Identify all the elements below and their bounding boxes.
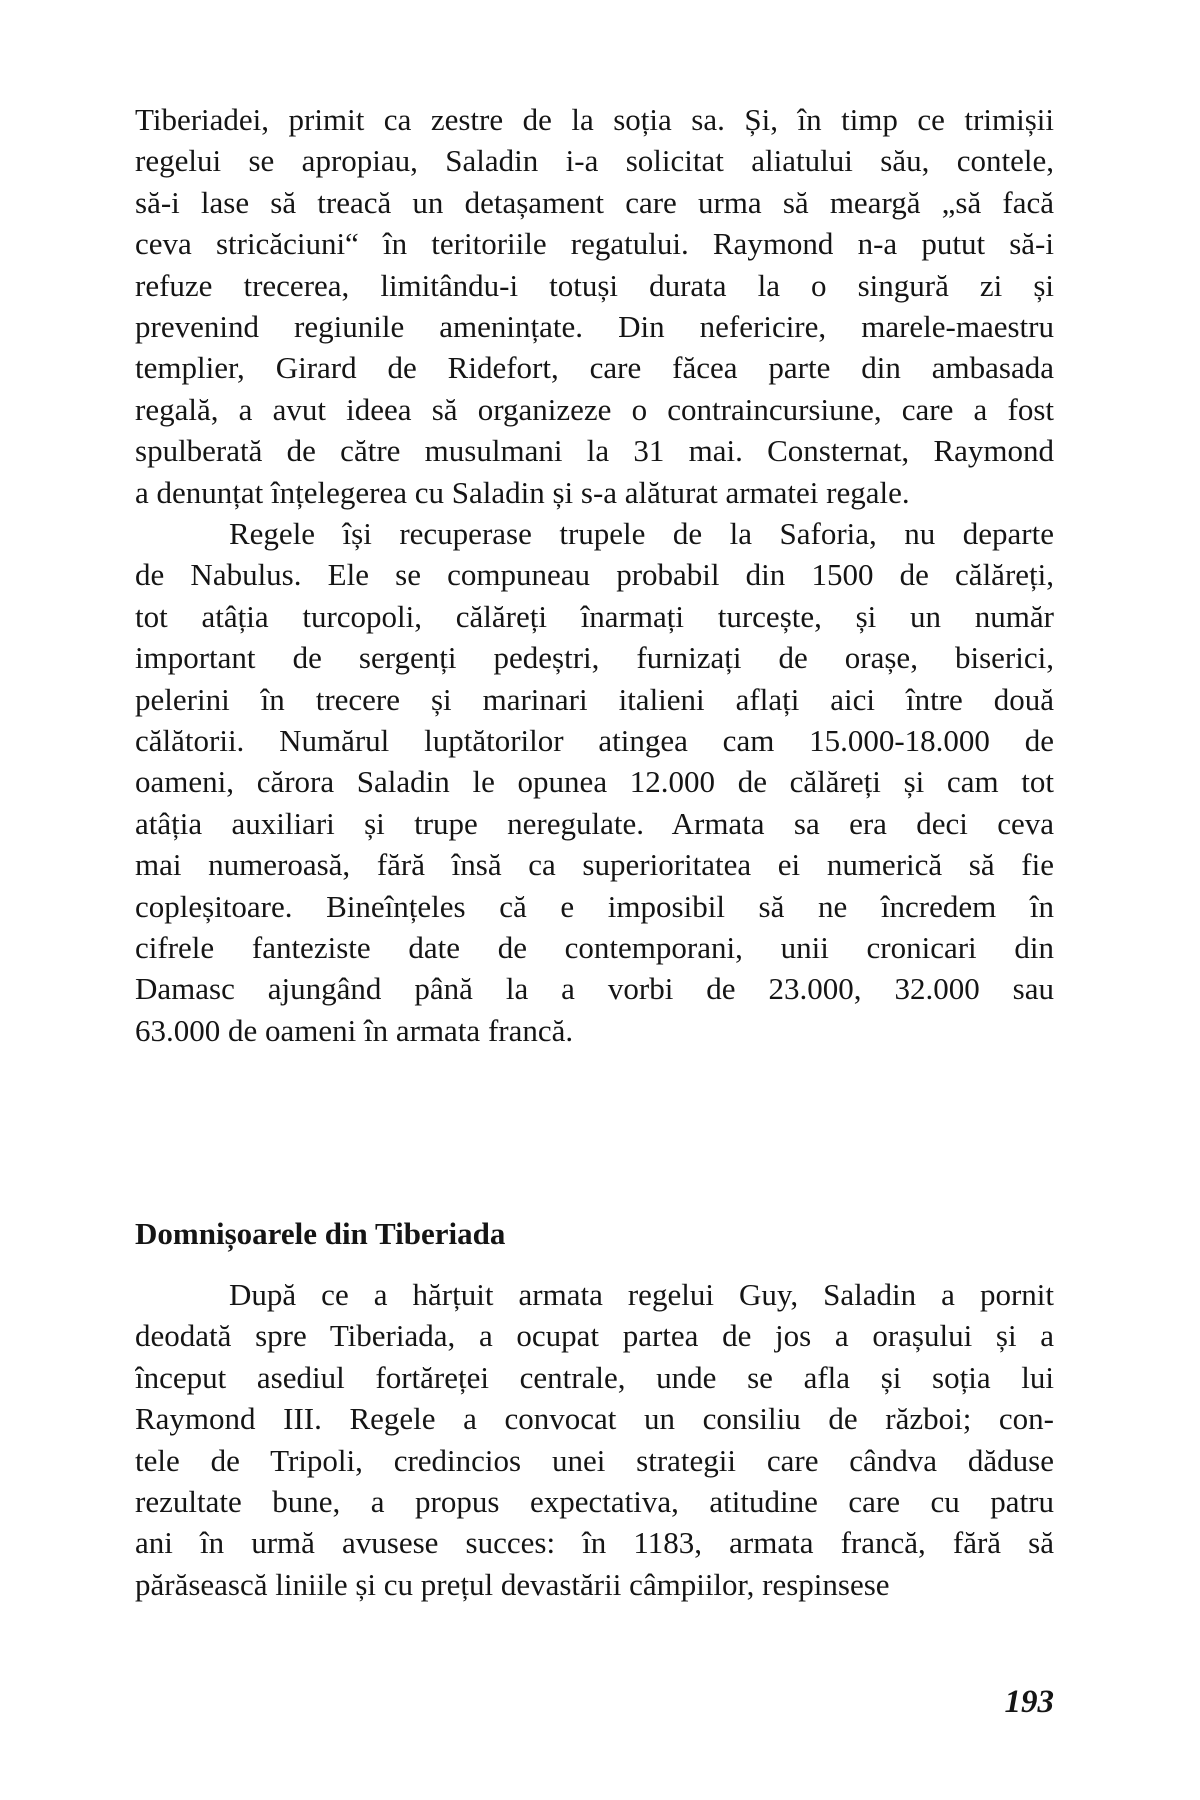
text-line: regală, a avut ideea să organizeze o contraincursiune, care a fost (135, 391, 1054, 427)
text-line: important de sergenți pedeștri, furnizați de orașe, biserici, (135, 640, 1054, 676)
text-line: să-i lase să treacă un detașament care urma să meargă „să facă (135, 184, 1054, 220)
text-line: a denunțat înțelegerea cu Saladin și s-a alăturat armatei regale. (135, 474, 910, 510)
text-line: prevenind regiunile amenințate. Din nefericire, marele-maestru (135, 308, 1054, 344)
text-line: tele de Tripoli, credincios unei strategii care cândva dăduse (135, 1442, 1054, 1478)
text-line: pelerini în trecere și marinari italieni aflați aici între două (135, 681, 1054, 717)
text-line: de Nabulus. Ele se compuneau probabil din 1500 de călăreți, (135, 557, 1054, 593)
text-line: oameni, cărora Saladin le opunea 12.000 de călăreți și cam tot (135, 764, 1054, 800)
text-line: început asediul fortăreței centrale, unde se afla și soția lui (135, 1359, 1054, 1395)
text-line: spulberată de către musulmani la 31 mai. Consternat, Raymond (135, 433, 1054, 469)
text-line: ceva stricăciuni“ în teritoriile regatului. Raymond n-a putut să-i (135, 226, 1054, 262)
text-line: 63.000 de oameni în armata francă. (135, 1012, 574, 1048)
text-line: Regele își recuperase trupele de la Saforia, nu departe (229, 516, 1054, 551)
text-line: copleșitoare. Bineînțeles că e imposibil să ne încredem în (135, 888, 1054, 924)
text-line: cifrele fanteziste date de contemporani, unii cronicari din (135, 929, 1054, 965)
text-line: rezultate bune, a propus expectativa, atitudine care cu patru (135, 1483, 1054, 1519)
text-line: templier, Girard de Ridefort, care făcea parte din ambasada (135, 350, 1054, 386)
text-line: refuze trecerea, limitându-i totuși durata la o singură zi și (135, 267, 1054, 303)
text-line: mai numeroasă, fără însă ca superioritatea ei numerică să fie (135, 847, 1054, 883)
text-line: regelui se apropiau, Saladin i-a solicitat aliatului său, contele, (135, 143, 1054, 179)
text-line: Raymond III. Regele a convocat un consiliu de război; con- (135, 1401, 1054, 1437)
paragraph-army-numbers (135, 513, 1054, 1051)
section-heading: Domnișoarele din Tiberiada (135, 1216, 506, 1251)
paragraph-tiberiada (135, 1274, 1054, 1605)
text-line: Tiberiadei, primit ca zestre de la soția sa. Și, în timp ce trimișii (135, 102, 1054, 137)
text-line: Damasc ajungând până la a vorbi de 23.000, 32.000 sau (135, 971, 1054, 1007)
page-number: 193 (1004, 1684, 1054, 1720)
text-line: călătorii. Numărul luptătorilor atingea cam 15.000-18.000 de (135, 722, 1054, 758)
paragraph-continued (135, 99, 1054, 513)
text-line: ani în urmă avusese succes: în 1183, armata francă, fără să (135, 1525, 1054, 1561)
text-line: atâția auxiliari și trupe neregulate. Armata sa era deci ceva (135, 805, 1054, 841)
text-line: După ce a hărțuit armata regelui Guy, Saladin a pornit (229, 1277, 1054, 1312)
text-line: părăsească liniile și cu prețul devastării câmpiilor, respinsese (135, 1566, 890, 1602)
text-line: deodată spre Tiberiada, a ocupat partea de jos a orașului și a (135, 1318, 1054, 1354)
text-line: tot atâția turcopoli, călăreți înarmați turcește, și un număr (135, 598, 1054, 634)
